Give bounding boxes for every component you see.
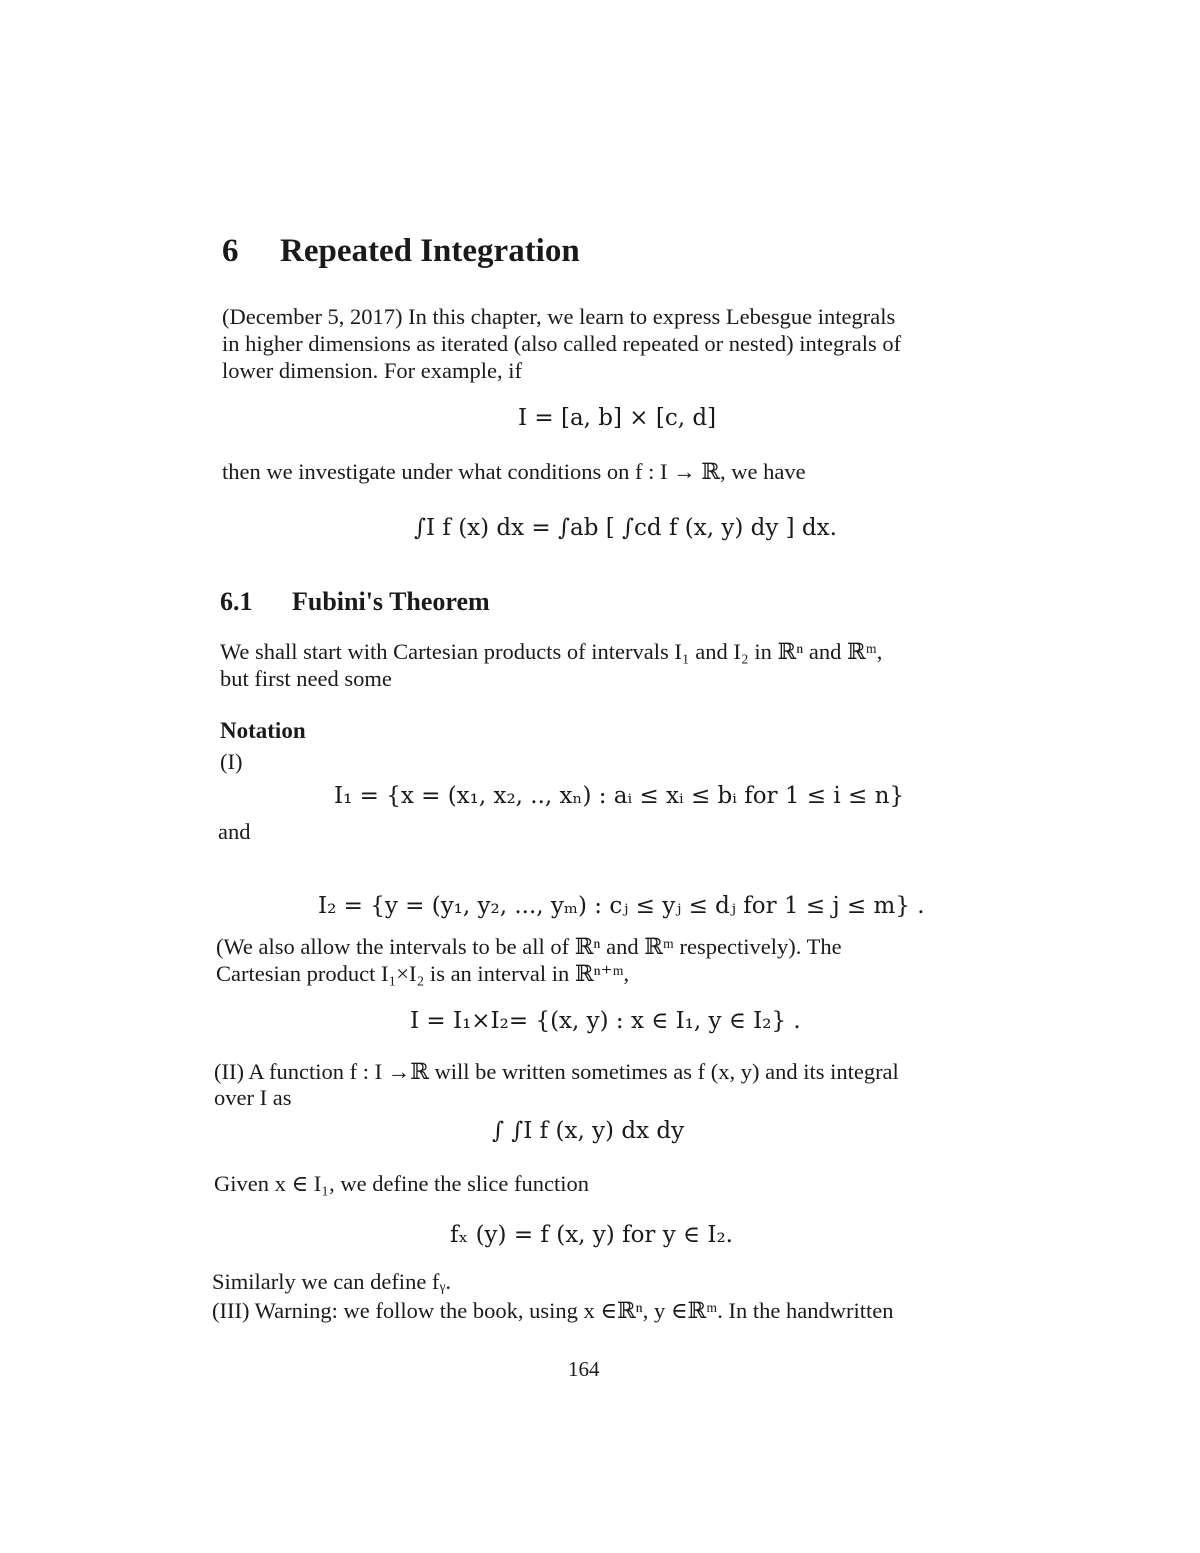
intro-line-2: in higher dimensions as iterated (also called repeated or nested) integrals of (222, 331, 902, 356)
equation-double-integral: ∫ ∫I f (x, y) dx dy (492, 1118, 685, 1144)
fubini-intro-line-2: but first need some (220, 666, 392, 691)
equation-iterated-integral (414, 515, 837, 541)
section-number: 6.1 (220, 587, 253, 616)
chapter-heading (222, 233, 580, 270)
equation-lhs: ∫I f (x) dx = (414, 515, 559, 541)
item-2-line-1: (II) A function f : I →ℝ will be written sometimes as f (x, y) and its integral (214, 1059, 899, 1084)
equation-i1: I₁ = {x = (x₁, x₂, .., xₙ) : aᵢ ≤ xᵢ ≤ bᵢ for 1 ≤ i ≤ n} (334, 783, 905, 809)
equation-i2: I₂ = {y = (y₁, y₂, ..., yₘ) : cⱼ ≤ yⱼ ≤ dⱼ for 1 ≤ j ≤ m} . (318, 893, 925, 919)
page-number: 164 (568, 1357, 600, 1381)
warning-line: (III) Warning: we follow the book, using x ∈ℝⁿ, y ∈ℝᵐ. In the handwritten (212, 1298, 894, 1323)
intro-line-3: lower dimension. For example, if (222, 358, 522, 383)
item-2-line-2: over I as (214, 1085, 292, 1110)
equation-rhs: ∫ab [ ∫cd f (x, y) dy ] dx. (558, 515, 837, 541)
similarly-line: Similarly we can define fᵧ. (212, 1269, 452, 1294)
equation-product: I = I₁×I₂= {(x, y) : x ∈ I₁, y ∈ I₂} . (410, 1008, 801, 1034)
intro-line-1: (December 5, 2017) In this chapter, we learn to express Lebesgue integrals (222, 304, 896, 329)
allow-line-2: Cartesian product I₁×I₂ is an interval in ℝⁿ⁺ᵐ, (216, 961, 630, 986)
section-heading (220, 587, 490, 617)
then-line: then we investigate under what conditions on f : I → ℝ, we have (222, 459, 806, 484)
chapter-title: Repeated Integration (280, 233, 580, 269)
equation-interval: I = [a, b] × [c, d] (518, 405, 717, 431)
fubini-intro-line-1: We shall start with Cartesian products of intervals I₁ and I₂ in ℝⁿ and ℝᵐ, (220, 639, 883, 664)
notation-heading: Notation (220, 718, 306, 743)
allow-line-1: (We also allow the intervals to be all of ℝⁿ and ℝᵐ respectively). The (216, 934, 842, 959)
section-title: Fubini's Theorem (292, 587, 490, 616)
notation-item-1-label: (I) (220, 749, 243, 774)
equation-slice: fₓ (y) = f (x, y) for y ∈ I₂. (450, 1222, 733, 1248)
and-word: and (218, 819, 251, 844)
chapter-number: 6 (222, 233, 239, 269)
slice-line: Given x ∈ I₁, we define the slice function (214, 1171, 590, 1196)
